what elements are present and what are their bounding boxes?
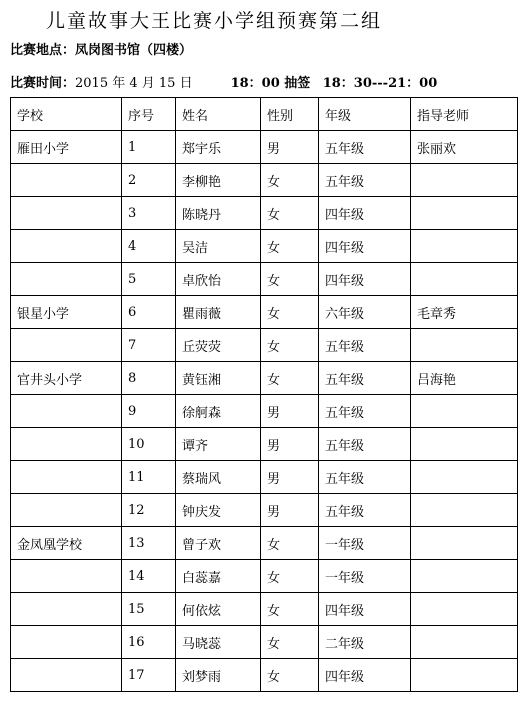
session-time: 18：30---21：00 (322, 76, 438, 91)
grade-cell: 五年级 (319, 494, 411, 527)
teacher-header: 指导老师 (411, 98, 518, 131)
grade-cell: 四年级 (319, 659, 411, 692)
table-row (11, 527, 518, 560)
school-cell (11, 626, 122, 659)
school-cell (11, 263, 122, 296)
table-row (11, 494, 518, 527)
gender-cell: 女 (261, 362, 319, 395)
table-row (11, 164, 518, 197)
name-header: 姓名 (176, 98, 261, 131)
number-cell: 15 (122, 593, 176, 626)
gender-cell: 男 (261, 494, 319, 527)
school-cell (11, 428, 122, 461)
table-row (11, 296, 518, 329)
name-cell: 蔡瑞风 (176, 461, 261, 494)
teacher-cell (411, 329, 518, 362)
grade-cell: 二年级 (319, 626, 411, 659)
name-cell: 徐舸森 (176, 395, 261, 428)
number-cell: 6 (122, 296, 176, 329)
number-cell: 3 (122, 197, 176, 230)
name-cell: 陈晓丹 (176, 197, 261, 230)
name-cell: 钟庆发 (176, 494, 261, 527)
gender-cell: 女 (261, 560, 319, 593)
teacher-cell (411, 626, 518, 659)
table-row (11, 131, 518, 164)
number-cell: 11 (122, 461, 176, 494)
teacher-cell (411, 461, 518, 494)
name-cell: 吴洁 (176, 230, 261, 263)
name-cell: 李柳艳 (176, 164, 261, 197)
school-cell (11, 461, 122, 494)
name-cell: 瞿雨薇 (176, 296, 261, 329)
date-text: 2015 年 4 月 15 日 (75, 76, 193, 91)
number-cell: 17 (122, 659, 176, 692)
name-cell: 卓欣怡 (176, 263, 261, 296)
number-cell: 8 (122, 362, 176, 395)
school-cell: 雁田小学 (11, 131, 122, 164)
school-cell: 金凤凰学校 (11, 527, 122, 560)
table-row (11, 593, 518, 626)
gender-cell: 男 (261, 461, 319, 494)
teacher-cell (411, 197, 518, 230)
grade-cell: 五年级 (319, 395, 411, 428)
time-line (10, 72, 437, 91)
table-row (11, 659, 518, 692)
number-cell: 7 (122, 329, 176, 362)
name-cell: 曾子欢 (176, 527, 261, 560)
name-cell: 马晓蕊 (176, 626, 261, 659)
table-row (11, 461, 518, 494)
teacher-cell (411, 230, 518, 263)
grade-cell: 五年级 (319, 461, 411, 494)
school-cell (11, 395, 122, 428)
gender-cell: 女 (261, 164, 319, 197)
number-cell: 16 (122, 626, 176, 659)
table-row (11, 395, 518, 428)
school-cell: 官井头小学 (11, 362, 122, 395)
teacher-cell (411, 527, 518, 560)
table-row (11, 626, 518, 659)
teacher-cell: 张丽欢 (411, 131, 518, 164)
grade-cell: 四年级 (319, 593, 411, 626)
gender-cell: 女 (261, 263, 319, 296)
grade-cell: 四年级 (319, 230, 411, 263)
grade-cell: 一年级 (319, 527, 411, 560)
gender-cell: 女 (261, 659, 319, 692)
gender-cell: 男 (261, 428, 319, 461)
grade-cell: 四年级 (319, 197, 411, 230)
teacher-cell (411, 164, 518, 197)
teacher-cell (411, 428, 518, 461)
table-row (11, 197, 518, 230)
teacher-cell (411, 560, 518, 593)
table-row (11, 362, 518, 395)
number-cell: 13 (122, 527, 176, 560)
number-cell: 12 (122, 494, 176, 527)
number-cell: 4 (122, 230, 176, 263)
school-header: 学校 (11, 98, 122, 131)
school-cell: 银星小学 (11, 296, 122, 329)
grade-header: 年级 (319, 98, 411, 131)
number-cell: 10 (122, 428, 176, 461)
school-cell (11, 164, 122, 197)
grade-cell: 一年级 (319, 560, 411, 593)
school-cell (11, 329, 122, 362)
number-cell: 5 (122, 263, 176, 296)
gender-cell: 女 (261, 527, 319, 560)
name-cell: 刘梦雨 (176, 659, 261, 692)
time-label: 比赛时间： (10, 76, 76, 91)
table-row (11, 329, 518, 362)
number-cell: 1 (122, 131, 176, 164)
grade-cell: 五年级 (319, 131, 411, 164)
number-cell: 9 (122, 395, 176, 428)
teacher-cell (411, 593, 518, 626)
name-cell: 黄钰湘 (176, 362, 261, 395)
page-title: 儿童故事大王比赛小学组预赛第二组 (46, 10, 383, 32)
number-cell: 14 (122, 560, 176, 593)
teacher-cell (411, 659, 518, 692)
gender-cell: 女 (261, 329, 319, 362)
gender-cell: 女 (261, 296, 319, 329)
gender-cell: 男 (261, 395, 319, 428)
name-cell: 谭齐 (176, 428, 261, 461)
location-line: 比赛地点：凤岗图书馆（四楼） (10, 43, 193, 58)
name-cell: 丘荧荧 (176, 329, 261, 362)
grade-cell: 五年级 (319, 329, 411, 362)
grade-cell: 四年级 (319, 263, 411, 296)
contestant-table (10, 97, 518, 692)
school-cell (11, 593, 122, 626)
number-cell: 2 (122, 164, 176, 197)
grade-cell: 六年级 (319, 296, 411, 329)
school-cell (11, 230, 122, 263)
gender-cell: 女 (261, 197, 319, 230)
table-row (11, 560, 518, 593)
table-row (11, 263, 518, 296)
school-cell (11, 659, 122, 692)
gender-cell: 女 (261, 230, 319, 263)
name-cell: 何依炫 (176, 593, 261, 626)
gender-cell: 男 (261, 131, 319, 164)
teacher-cell: 吕海艳 (411, 362, 518, 395)
grade-cell: 五年级 (319, 428, 411, 461)
gender-cell: 女 (261, 626, 319, 659)
name-cell: 郑宇乐 (176, 131, 261, 164)
table-row (11, 230, 518, 263)
table-header-row (11, 98, 518, 131)
gender-header: 性别 (261, 98, 319, 131)
name-cell: 白蕊嘉 (176, 560, 261, 593)
teacher-cell (411, 395, 518, 428)
grade-cell: 五年级 (319, 164, 411, 197)
draw-time: 18：00 抽签 (230, 76, 311, 91)
table-row (11, 428, 518, 461)
grade-cell: 五年级 (319, 362, 411, 395)
gender-cell: 女 (261, 593, 319, 626)
number-header: 序号 (122, 98, 176, 131)
teacher-cell: 毛章秀 (411, 296, 518, 329)
school-cell (11, 197, 122, 230)
teacher-cell (411, 263, 518, 296)
teacher-cell (411, 494, 518, 527)
school-cell (11, 494, 122, 527)
school-cell (11, 560, 122, 593)
